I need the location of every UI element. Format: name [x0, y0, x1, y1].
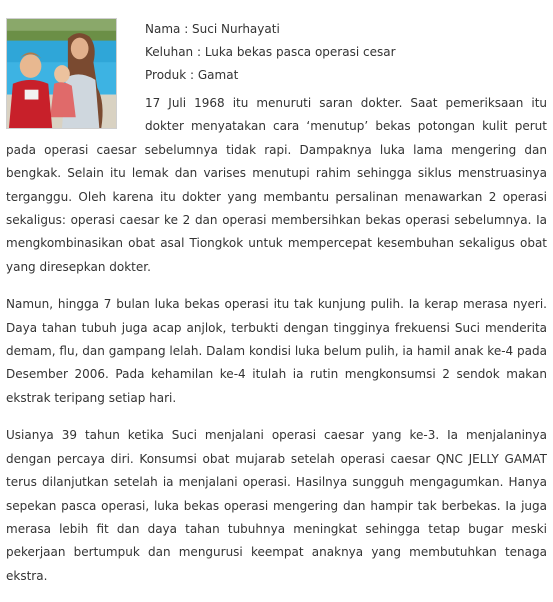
paragraph: 17 Juli 1968 itu menuruti saran dokter. Saat pemeriksaan itu dokter menyatakan cara ‘menutup’ bekas potongan kulit perut pada operasi caesar sebelumnya tidak rapi. Dampaknya luka lama mengering dan bengkak. Selain itu lemak dan varises menutupi rahim sehingga siklus menstruasinya terganggu. Oleh karena itu dokter yang membantu persalinan menawarkan 2 operasi sekaligus: operasi caesar ke 2 dan operasi membersihkan bekas operasi sebelumnya. Ia mengkombinasikan obat asal Tiongkok untuk mempercepat kesembuhan sekaligus obat yang diresepkan dokter. — [6, 96, 547, 274]
paragraph: Usianya 39 tahun ketika Suci menjalani operasi caesar yang ke-3. Ia menjalaninya dengan percaya diri. Konsumsi obat mujarab setelah operasi caesar QNC JELLY GAMAT terus dilanjutkan setelah ia menjalani operasi. Hasilnya sungguh mengagumkan. Hanya sepekan pasca operasi, luka bekas operasi mengering dan hampir tak berbekas. Ia juga merasa lebih fit dan daya tahan tubuhnya meningkat sehingga tetap bugar meski pekerjaan bertumpuk dan mengurusi keempat anaknya yang membutuhkan tenaga ekstra. — [6, 428, 547, 583]
testimonial-photo — [6, 18, 117, 129]
profile-complaint: Keluhan : Luka bekas pasca operasi cesar — [145, 45, 396, 59]
testimonial-article — [6, 18, 547, 602]
profile-product: Produk : Gamat — [145, 68, 239, 82]
profile-name: Nama : Suci Nurhayati — [145, 22, 280, 36]
paragraph: Namun, hingga 7 bulan luka bekas operasi itu tak kunjung pulih. Ia kerap merasa nyeri. Daya tahan tubuh juga acap anjlok, terbukti dengan tingginya frekuensi Suci menderita demam, flu, dan gampang lelah. Dalam kondisi luka belum pulih, ia hamil anak ke-4 pada Desember 2006. Pada kehamilan ke-4 itulah ia rutin mengkonsumsi 2 sendok makan ekstrak teripang setiap hari. — [6, 297, 547, 405]
